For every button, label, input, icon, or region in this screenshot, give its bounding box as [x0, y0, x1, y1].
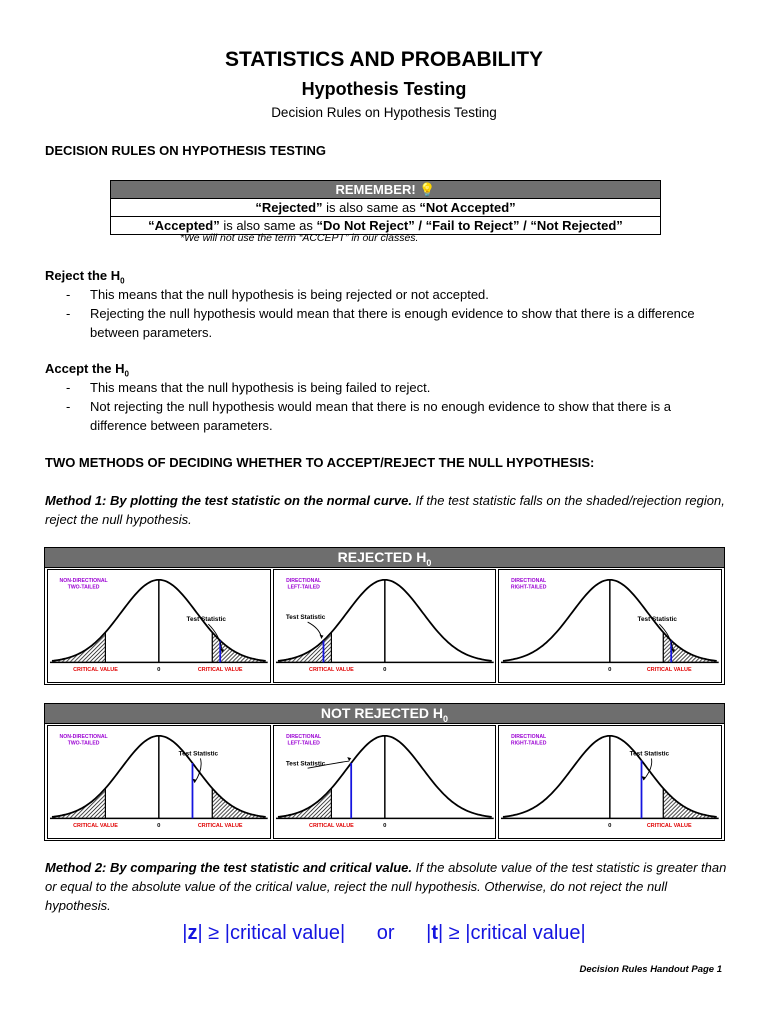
- critical-value-label: CRITICAL VALUE: [197, 823, 243, 830]
- figure-rejected: [44, 547, 725, 685]
- reject-list: [62, 285, 722, 342]
- remember-table: [110, 180, 661, 235]
- zero-label: 0: [608, 667, 612, 674]
- accept-list: [62, 378, 722, 435]
- test-statistic-label: Test Statistic: [629, 750, 670, 758]
- remember-row-accepted: “Accepted” is also same as “Do Not Reject” / “Fail to Reject” / “Not Rejected”: [111, 217, 661, 235]
- test-statistic-label: Test Statistic: [186, 616, 226, 624]
- arrow-head: [347, 757, 351, 761]
- test-statistic-label: Test Statistic: [637, 616, 678, 624]
- list-item: - This means that the null hypothesis is being rejected or not accepted.: [62, 285, 722, 304]
- critical-value-label: CRITICAL VALUE: [308, 823, 354, 830]
- critical-value-label: CRITICAL VALUE: [308, 667, 354, 674]
- zero-label: 0: [157, 823, 161, 830]
- rejection-region-left: [54, 632, 105, 662]
- page-subtitle: Hypothesis Testing: [301, 79, 467, 99]
- section-heading-decision-rules: DECISION RULES ON HYPOTHESIS TESTING: [45, 143, 326, 158]
- tail-type-label: LEFT-TAILED: [287, 740, 320, 747]
- reject-heading: Reject the $H_0$: [45, 268, 125, 286]
- rejection-region-left: [280, 788, 331, 818]
- panel-rejected-right-tailed: [498, 569, 722, 683]
- tail-type-label: RIGHT-TAILED: [511, 740, 547, 747]
- test-statistic-label: Test Statistic: [285, 614, 326, 622]
- panel-rejected-two-tailed: [47, 569, 271, 683]
- test-statistic-label: Test Statistic: [178, 750, 219, 758]
- critical-value-label: CRITICAL VALUE: [73, 667, 118, 674]
- critical-value-label: CRITICAL VALUE: [647, 667, 692, 674]
- page-caption: Decision Rules on Hypothesis Testing: [271, 105, 497, 120]
- page-footer: Decision Rules Handout Page 1: [579, 964, 722, 975]
- tail-type-label: TWO-TAILED: [67, 740, 100, 747]
- tail-type-label: DIRECTIONAL: [285, 733, 321, 740]
- test-statistic-label: Test Statistic: [285, 760, 326, 768]
- zero-label: 0: [382, 667, 387, 674]
- tail-type-label: LEFT-TAILED: [287, 584, 320, 591]
- zero-label: 0: [157, 667, 161, 674]
- section-heading-two-methods: TWO METHODS OF DECIDING WHETHER TO ACCEPT/REJECT THE NULL HYPOTHESIS:: [45, 455, 595, 470]
- tail-type-label: TWO-TAILED: [67, 584, 100, 591]
- zero-label: 0: [608, 823, 612, 830]
- tail-type-label: RIGHT-TAILED: [511, 584, 547, 591]
- decision-formula: |z| ≥ |critical value| or |t| ≥ |critical value|: [182, 922, 586, 944]
- remember-row-rejected: “Rejected” is also same as “Not Accepted”: [111, 199, 661, 217]
- list-item: - Not rejecting the null hypothesis would mean that there is no enough evidence to show that there is a difference between parameters.: [62, 397, 722, 435]
- tail-type-label: NON-DIRECTIONAL: [59, 733, 108, 740]
- rejection-region-right: [664, 788, 715, 818]
- figure-rejected-title: REJECTED $H_0$: [45, 548, 724, 568]
- figure-not-rejected-title: NOT REJECTED $H_0$: [45, 704, 724, 724]
- page-title: STATISTICS AND PROBABILITY: [224, 48, 544, 71]
- remember-note: *We will not use the term “ACCEPT” in our classes.: [180, 232, 419, 244]
- tail-type-label: DIRECTIONAL: [511, 577, 547, 584]
- panel-rejected-left-tailed: [273, 569, 497, 683]
- critical-value-label: CRITICAL VALUE: [197, 667, 243, 674]
- tail-type-label: DIRECTIONAL: [511, 733, 547, 740]
- lightbulb-icon: 💡: [419, 182, 436, 197]
- zero-label: 0: [382, 823, 387, 830]
- critical-value-label: CRITICAL VALUE: [647, 823, 692, 830]
- arrow-head: [319, 635, 323, 639]
- rejection-region-right: [212, 788, 263, 818]
- critical-value-label: CRITICAL VALUE: [73, 823, 118, 830]
- tail-type-label: NON-DIRECTIONAL: [59, 577, 108, 584]
- panel-not-rejected-left-tailed: [273, 725, 497, 839]
- accept-heading: Accept the $H_0$: [45, 361, 129, 379]
- list-item: - Rejecting the null hypothesis would mean that there is enough evidence to show that there is a difference between parameters.: [62, 304, 722, 342]
- list-item: - This means that the null hypothesis is being failed to reject.: [62, 378, 722, 397]
- method1-text: Method 1: By plotting the test statistic on the normal curve. If the test statistic falls on the shaded/rejection region, reject the null hypothesis.: [45, 493, 725, 527]
- test-statistic-arrow: [307, 622, 321, 639]
- panel-not-rejected-two-tailed: [47, 725, 271, 839]
- figure-not-rejected: [44, 703, 725, 841]
- rejection-region-left: [54, 788, 105, 818]
- panel-not-rejected-right-tailed: [498, 725, 722, 839]
- method2-text: Method 2: By comparing the test statistic and critical value. If the absolute value of the test statistic is greater than or equal to the absolute value of the critical value, reject the null hypothesis. Otherwise, do not reject the null hypothesis.: [45, 860, 727, 913]
- tail-type-label: DIRECTIONAL: [285, 577, 321, 584]
- remember-header: REMEMBER! 💡: [111, 181, 661, 199]
